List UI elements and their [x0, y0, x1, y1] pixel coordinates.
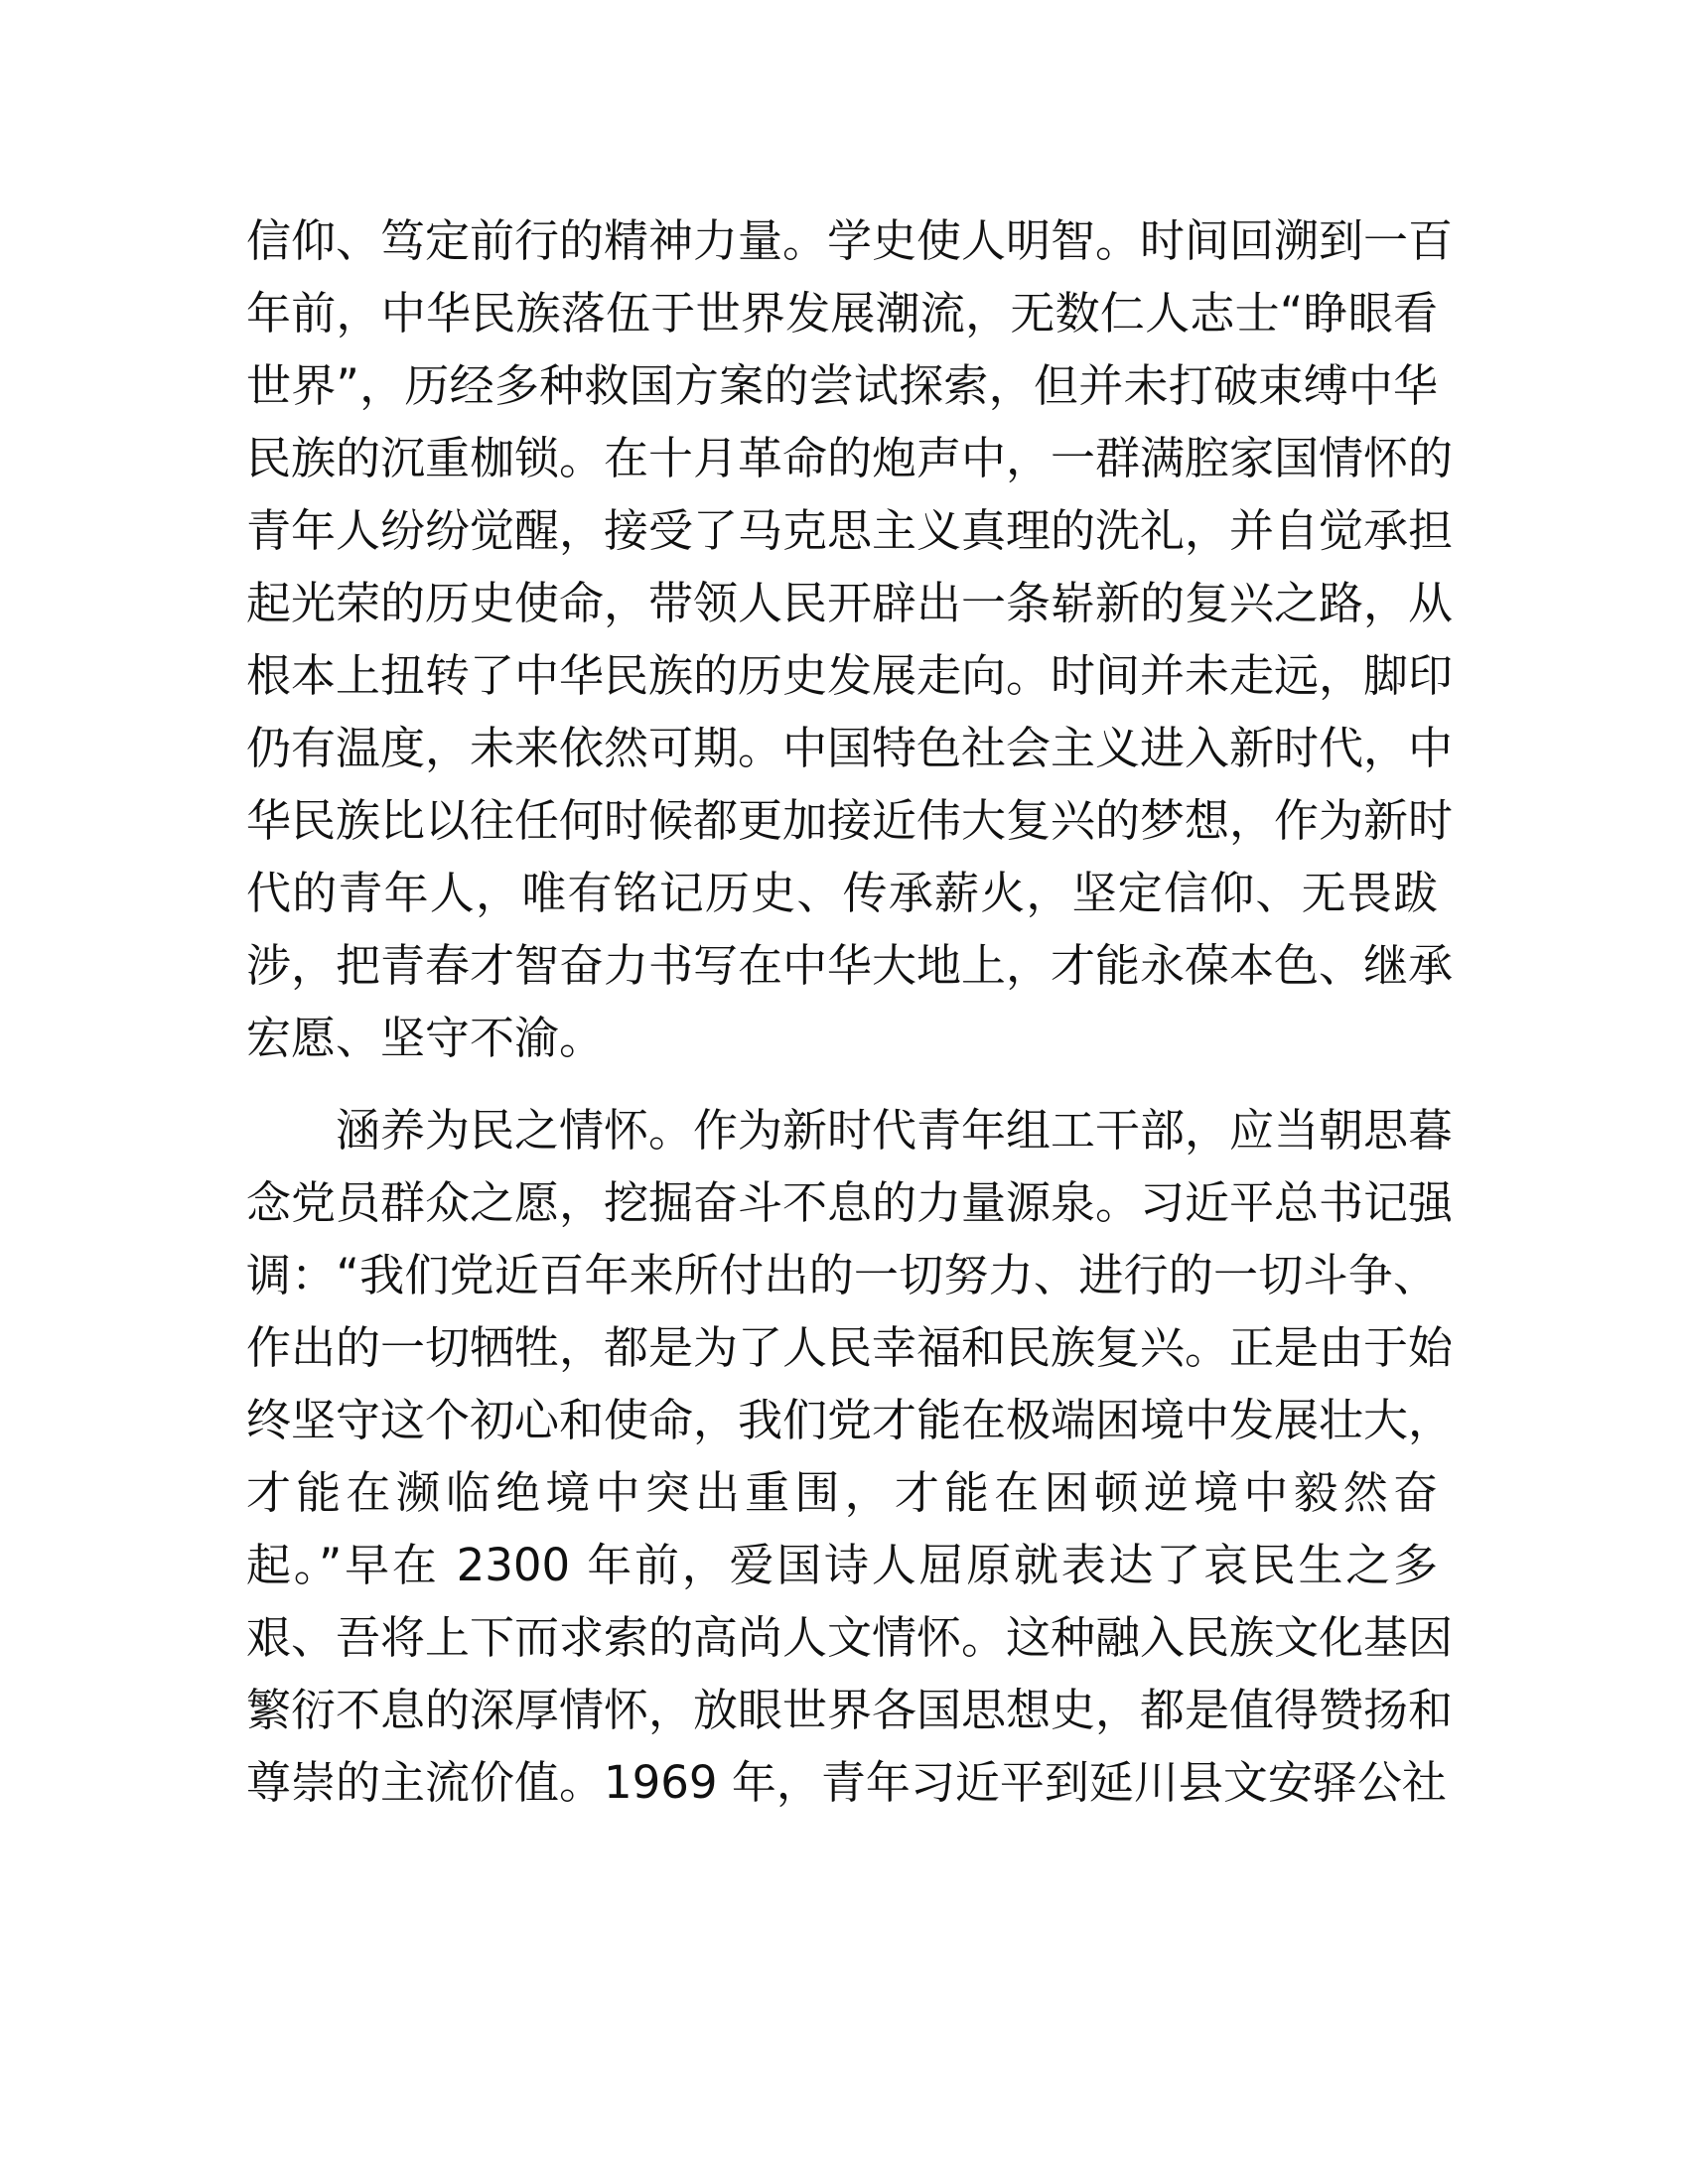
paragraph-1-line-5: 青年人纷纷觉醒，接受了马克思主义真理的洗礼，并自觉承担 — [246, 504, 1454, 557]
body-text — [246, 205, 1454, 1819]
paragraph-1-line-7: 根本上扭转了中华民族的历史发展走向。时间并未走远，脚印 — [246, 649, 1454, 702]
paragraph-2-line-2: 念党员群众之愿，挖掘奋斗不息的力量源泉。习近平总书记强 — [246, 1176, 1454, 1229]
paragraph-2-line-10: 尊崇的主流价值。1969 年，青年习近平到延川县文安驿公社 — [246, 1756, 1447, 1809]
paragraph-1-line-8: 仍有温度，未来依然可期。中国特色社会主义进入新时代，中 — [246, 722, 1454, 774]
paragraph-1-line-10: 代的青年人，唯有铭记历史、传承薪火，坚定信仰、无畏跋 — [246, 867, 1438, 919]
paragraph-2-line-6: 才能在濒临绝境中突出重围，才能在困顿逆境中毅然奋 — [246, 1466, 1438, 1519]
paragraph-1-line-2: 年前，中华民族落伍于世界发展潮流，无数仁人志士“睁眼看 — [246, 287, 1438, 340]
paragraph-spacer — [246, 1074, 1438, 1094]
paragraph-2-line-5: 终坚守这个初心和使命，我们党才能在极端困境中发展壮大， — [246, 1394, 1454, 1446]
paragraph-2-line-3: 调：“我们党近百年来所付出的一切努力、进行的一切斗争、 — [246, 1249, 1438, 1301]
paragraph-2-line-4: 作出的一切牺牲，都是为了人民幸福和民族复兴。正是由于始 — [246, 1321, 1454, 1374]
paragraph-2-line-9: 繁衍不息的深厚情怀，放眼世界各国思想史，都是值得赞扬和 — [246, 1684, 1454, 1736]
paragraph-1-line-1: 信仰、笃定前行的精神力量。学史使人明智。时间回溯到一百 — [246, 214, 1454, 267]
paragraph-2-line-1: 涵养为民之情怀。作为新时代青年组工干部，应当朝思暮 — [336, 1104, 1454, 1157]
paragraph-1-line-12: 宏愿、坚守不渝。 — [246, 1012, 605, 1064]
paragraph-2-line-8: 艰、吾将上下而求索的高尚人文情怀。这种融入民族文化基因 — [246, 1611, 1454, 1664]
paragraph-2-line-7: 起。”早在 2300 年前，爱国诗人屈原就表达了哀民生之多 — [246, 1539, 1438, 1591]
paragraph-1-line-11: 涉，把青春才智奋力书写在中华大地上，才能永葆本色、继承 — [246, 939, 1454, 992]
paragraph-1-line-3: 世界”，历经多种救国方案的尝试探索，但并未打破束缚中华 — [246, 359, 1438, 412]
paragraph-1-line-4: 民族的沉重枷锁。在十月革命的炮声中，一群满腔家国情怀的 — [246, 432, 1454, 484]
paragraph-1-line-6: 起光荣的历史使命，带领人民开辟出一条崭新的复兴之路，从 — [246, 577, 1454, 629]
paragraph-1-line-9: 华民族比以往任何时候都更加接近伟大复兴的梦想，作为新时 — [246, 794, 1454, 847]
